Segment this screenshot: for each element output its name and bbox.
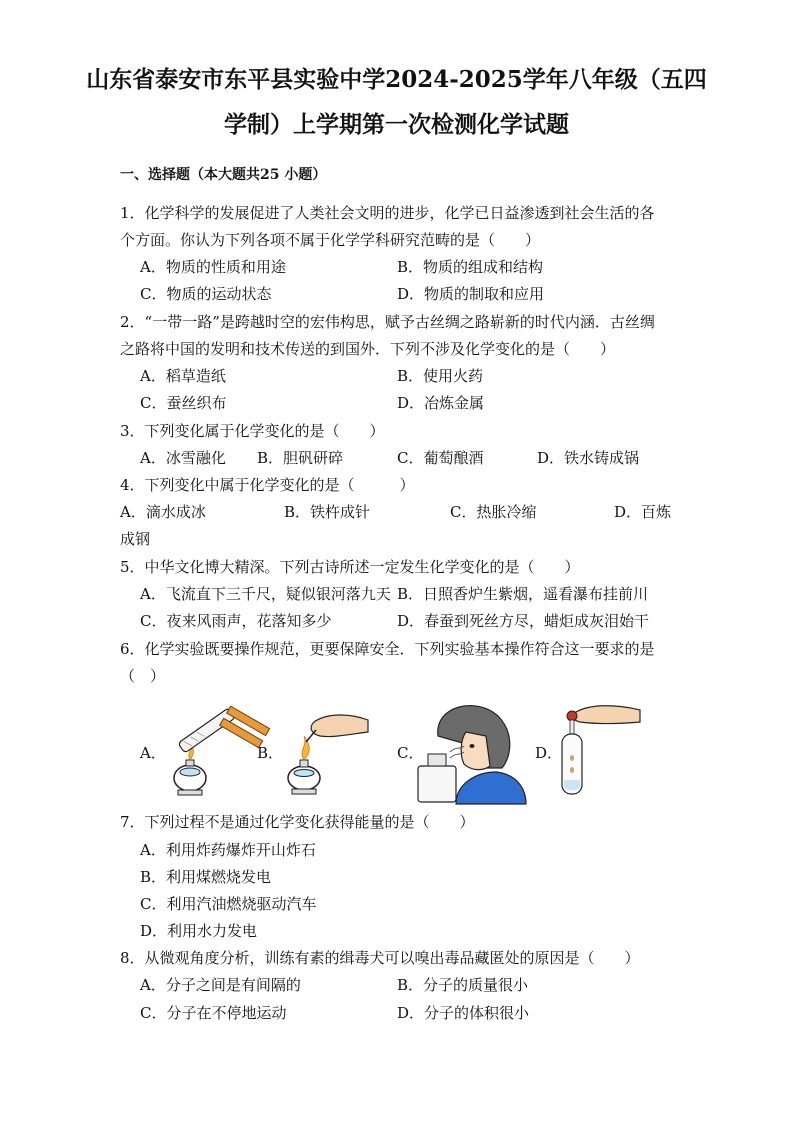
q1-option-b: B．物质的组成和结构 bbox=[397, 258, 544, 276]
q7-option-c: C．利用汽油燃烧驱动汽车 bbox=[140, 895, 317, 913]
q1-stem-line1: 1．化学科学的发展促进了人类社会文明的进步，化学已日益渗透到社会生活的各 bbox=[120, 204, 655, 222]
section-heading: 一、选择题（本大题共25 小题） bbox=[120, 167, 327, 183]
q2-stem-line1: 2．“一带一路”是跨越时空的宏伟构思，赋予古丝绸之路崭新的时代内涵．古丝绸 bbox=[120, 313, 655, 331]
q7-option-b: B．利用煤燃烧发电 bbox=[140, 868, 272, 886]
q5-option-d: D．春蚕到死丝方尽，蜡炬成灰泪始干 bbox=[397, 612, 650, 630]
q8-option-c: C．分子在不停地运动 bbox=[140, 1004, 287, 1022]
q7-option-a: A．利用炸药爆炸开山炸石 bbox=[140, 841, 316, 859]
dropper-test-tube-icon bbox=[556, 702, 646, 802]
q2-option-d: D．冶炼金属 bbox=[397, 394, 485, 412]
q5-stem: 5．中华文化博大精深。下列古诗所述一定发生化学变化的是（ ） bbox=[120, 558, 580, 576]
lighting-lamp-icon bbox=[280, 708, 370, 798]
q6-stem-line2: （ ） bbox=[120, 667, 166, 685]
q6-stem-line1: 6．化学实验既要操作规范，更要保障安全．下列实验基本操作符合这一要求的是 bbox=[120, 640, 655, 658]
q2-option-a: A．稻草造纸 bbox=[140, 367, 226, 385]
q6-option-c-label: C． bbox=[397, 744, 424, 762]
q7-option-d: D．利用水力发电 bbox=[140, 922, 258, 940]
q1-option-d: D．物质的制取和应用 bbox=[397, 285, 545, 303]
q5-option-a: A．飞流直下三千尺，疑似银河落九天 bbox=[140, 585, 391, 603]
q8-option-a: A．分子之间是有间隔的 bbox=[140, 976, 301, 994]
q3-option-c: C．葡萄酿酒 bbox=[397, 449, 484, 467]
q7-stem: 7．下列过程不是通过化学变化获得能量的是（ ） bbox=[120, 813, 475, 831]
q5-option-c: C．夜来风雨声，花落知多少 bbox=[140, 612, 332, 630]
q8-stem: 8．从微观角度分析，训练有素的缉毒犬可以嗅出毒品藏匿处的原因是（ ） bbox=[120, 949, 640, 967]
q1-option-a: A．物质的性质和用途 bbox=[140, 258, 286, 276]
q4-option-d: D．百炼 bbox=[614, 503, 672, 521]
q4-option-a: A．滴水成冰 bbox=[120, 503, 206, 521]
q8-option-d: D．分子的体积很小 bbox=[397, 1004, 530, 1022]
q1-option-c: C．物质的运动状态 bbox=[140, 285, 272, 303]
q8-option-b: B．分子的质量很小 bbox=[397, 976, 529, 994]
q3-option-b: B．胆矾研碎 bbox=[257, 449, 344, 467]
q4-stem: 4．下列变化中属于化学变化的是（ ） bbox=[120, 476, 415, 494]
exam-title-line1: 山东省泰安市东平县实验中学2024-2025学年八年级（五四 bbox=[86, 66, 707, 93]
q6-option-b-label: B． bbox=[257, 744, 284, 762]
q4-option-b: B．铁杵成针 bbox=[284, 503, 371, 521]
q6-option-images bbox=[120, 700, 680, 810]
smelling-bottle-icon bbox=[416, 696, 526, 806]
exam-title-line2: 学制）上学期第一次检测化学试题 bbox=[224, 111, 569, 138]
q3-option-d: D．铁水铸成锅 bbox=[537, 449, 640, 467]
q3-option-a: A．冰雪融化 bbox=[140, 449, 226, 467]
q2-option-b: B．使用火药 bbox=[397, 367, 484, 385]
q1-stem-line2: 个方面。你认为下列各项不属于化学学科研究范畴的是（ ） bbox=[120, 231, 541, 249]
q3-stem: 3．下列变化属于化学变化的是（ ） bbox=[120, 422, 385, 440]
q4-option-d-continued: 成钢 bbox=[120, 530, 151, 548]
q5-option-b: B．日照香炉生紫烟，遥看瀑布挂前川 bbox=[397, 585, 649, 603]
q2-stem-line2: 之路将中国的发明和技术传送的到国外．下列不涉及化学变化的是（ ） bbox=[120, 340, 616, 358]
q4-option-c: C．热胀冷缩 bbox=[450, 503, 537, 521]
alcohol-lamp-funnel-icon bbox=[160, 700, 270, 800]
q2-option-c: C．蚕丝织布 bbox=[140, 394, 227, 412]
q6-option-d-label: D． bbox=[535, 744, 563, 762]
q6-option-a-label: A． bbox=[140, 744, 166, 762]
